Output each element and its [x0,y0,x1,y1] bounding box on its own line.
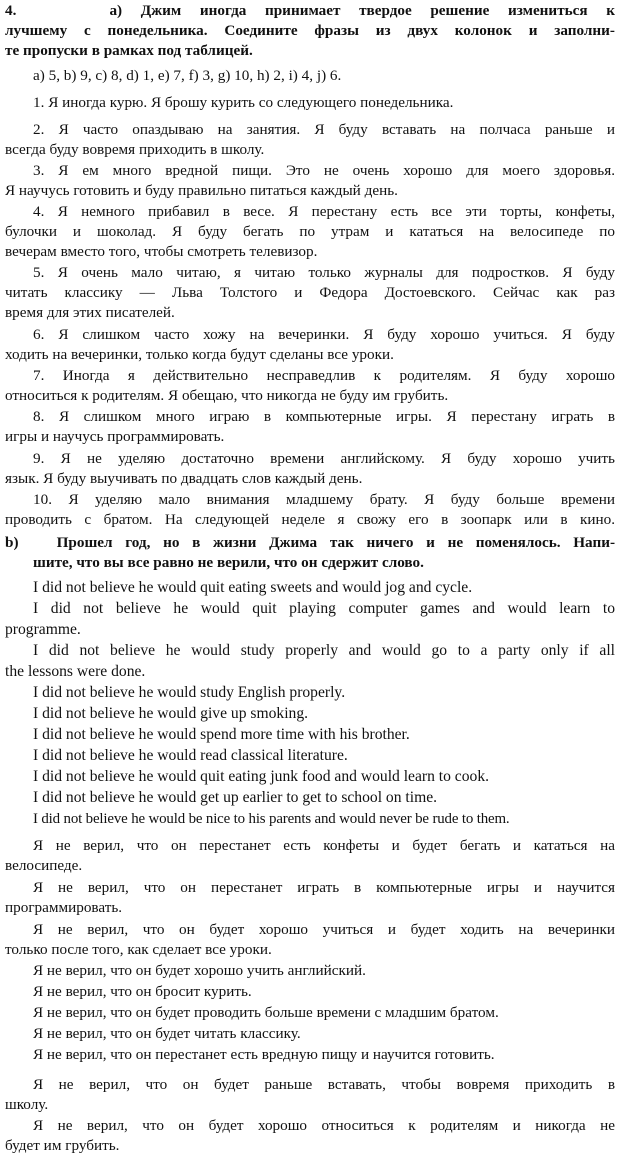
item-4-line-2: булочки и шоколад. Я буду бегать по утрам и кататься на велосипеде по [5,223,615,240]
part-b-instruction-1: Прошел год, но в жизни Джима так ничего и не поменялось. Напи- [56,534,616,551]
english-answer-6: I did not believe he would spend more time with his brother. [33,726,410,743]
item-2-line-1: 2. Я часто опаздываю на занятия. Я буду вставать на полчаса раньше и [33,121,615,138]
answer-key: a) 5, b) 9, c) 8, d) 1, e) 7, f) 3, g) 10, h) 2, i) 4, j) 6. [33,67,342,84]
task-number: 4. [5,2,17,19]
item-6-line-1: 6. Я слишком часто хожу на вечеринки. Я буду хорошо учиться. Я буду [33,326,615,343]
russian-answer-10-line-2: будет им грубить. [5,1137,120,1154]
russian-answer-3-line-1: Я не верил, что он будет хорошо учиться и будет ходить на вечеринки [33,921,615,938]
part-b-instruction-2: шите, что вы все равно не верили, что он сдержит слово. [33,554,424,571]
item-4-line-1: 4. Я немного прибавил в весе. Я перестану есть все эти торты, конфеты, [33,203,615,220]
english-answer-3-line-1: I did not believe he would study properly and would go to a party only if all [33,642,615,659]
item-3-line-1: 3. Я ем много вредной пищи. Это не очень хорошо для моего здоровья. [33,162,615,179]
english-answer-9: I did not believe he would get up earlier to get to school on time. [33,789,438,806]
english-answer-10: I did not believe he would be nice to his parents and would never be rude to them. [33,811,510,827]
part-a-instruction-3: те пропуски в рамках под таблицей. [5,42,253,59]
english-answer-4: I did not believe he would study English properly. [33,684,346,701]
item-1-line-1: 1. Я иногда курю. Я брошу курить со следующего понедельника. [33,94,454,111]
item-5-line-3: время для этих писателей. [5,304,175,321]
russian-answer-2-line-1: Я не верил, что он перестанет играть в компьютерные игры и научится [33,879,615,896]
russian-answer-6: Я не верил, что он будет проводить больше времени с младшим братом. [33,1004,499,1021]
russian-answer-9-line-2: школу. [5,1096,49,1113]
english-answer-8: I did not believe he would quit eating junk food and would learn to cook. [33,768,490,785]
item-7-line-2: относиться к родителям. Я обещаю, что никогда не буду им грубить. [5,387,449,404]
english-answer-2-line-1: I did not believe he would quit playing computer games and would learn to [33,600,615,617]
item-2-line-2: всегда буду вовремя приходить в школу. [5,141,265,158]
english-answer-2-line-2: programme. [5,621,81,638]
russian-answer-3-line-2: только после того, как сделает все уроки. [5,941,272,958]
item-6-line-2: ходить на вечеринки, только когда будут сделаны все уроки. [5,346,394,363]
item-8-line-2: игры и научусь программировать. [5,428,225,445]
item-9-line-1: 9. Я не уделяю достаточно времени английскому. Я буду хорошо учить [33,450,615,467]
item-7-line-1: 7. Иногда я действительно несправедлив к родителям. Я буду хорошо [33,367,615,384]
russian-answer-5: Я не верил, что он бросит курить. [33,983,252,1000]
english-answer-7: I did not believe he would read classical literature. [33,747,348,764]
item-4-line-3: вечерам вместо того, чтобы смотреть телевизор. [5,243,318,260]
part-a-instruction-2: лучшему с понедельника. Соедините фразы из двух колонок и заполни- [5,22,615,39]
english-answer-5: I did not believe he would give up smoking. [33,705,309,722]
russian-answer-4: Я не верил, что он будет хорошо учить английский. [33,962,366,979]
item-3-line-2: Я научусь готовить и буду правильно питаться каждый день. [5,182,398,199]
part-a-label: а) [109,2,123,19]
russian-answer-1-line-2: велосипеде. [5,857,83,874]
part-b-label: b) [5,534,19,551]
russian-answer-7: Я не верил, что он будет читать классику. [33,1025,301,1042]
russian-answer-8: Я не верил, что он перестанет есть вредную пищу и научится готовить. [33,1046,495,1063]
english-answer-3-line-2: the lessons were done. [5,663,146,680]
part-b-instruction-line-1 [5,533,615,552]
english-answer-1: I did not believe he would quit eating sweets and would jog and cycle. [33,579,473,596]
item-5-line-2: читать классику — Льва Толстого и Федора Достоевского. Сейчас как раз [5,284,615,301]
russian-answer-10-line-1: Я не верил, что он будет хорошо относиться к родителям и никогда не [33,1117,615,1134]
task-header-line-1 [5,1,615,20]
item-8-line-1: 8. Я слишком много играю в компьютерные игры. Я перестану играть в [33,408,615,425]
russian-answer-2-line-2: программировать. [5,899,123,916]
part-a-instruction-1: Джим иногда принимает твердое решение измениться к [140,2,615,19]
item-9-line-2: язык. Я буду выучивать по двадцать слов каждый день. [5,470,363,487]
item-5-line-1: 5. Я очень мало читаю, я читаю только журналы для подростков. Я буду [33,264,615,281]
russian-answer-1-line-1: Я не верил, что он перестанет есть конфеты и будет бегать и кататься на [33,837,615,854]
russian-answer-9-line-1: Я не верил, что он будет раньше вставать, чтобы вовремя приходить в [33,1076,615,1093]
item-10-line-2: проводить с братом. На следующей неделе я свожу его в зоопарк или в кино. [5,511,615,528]
item-10-line-1: 10. Я уделяю мало внимания младшему брату. Я буду больше времени [33,491,615,508]
